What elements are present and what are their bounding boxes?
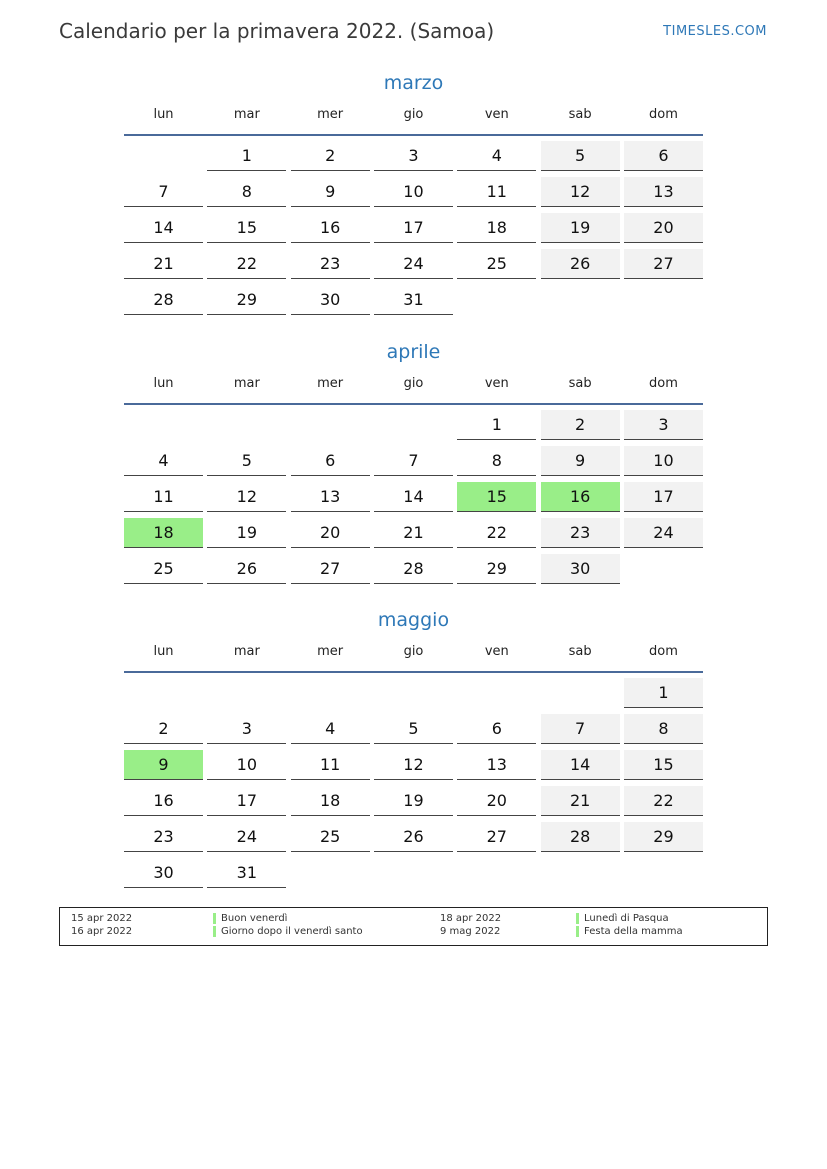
day-cell: 9 <box>291 177 370 207</box>
week-row <box>124 750 703 786</box>
day-cell: 21 <box>541 786 620 816</box>
day-cell: 26 <box>374 822 453 852</box>
day-cell: 7 <box>374 446 453 476</box>
day-cell: 23 <box>541 518 620 548</box>
weekday-label: gio <box>403 376 424 391</box>
holiday-marker <box>576 913 579 924</box>
month-title: marzo <box>383 72 444 94</box>
empty-cell <box>374 678 453 708</box>
day-cell: 25 <box>124 554 203 584</box>
day-cell: 17 <box>207 786 286 816</box>
day-cell: 12 <box>374 750 453 780</box>
week-row <box>124 678 703 714</box>
day-cell: 27 <box>457 822 536 852</box>
weekday-label: ven <box>484 644 509 659</box>
weekday-label: sab <box>568 376 592 391</box>
day-cell: 11 <box>457 177 536 207</box>
brand-link[interactable]: TIMESLES.COM <box>663 24 767 39</box>
day-cell: 16 <box>124 786 203 816</box>
day-cell: 15 <box>457 482 536 512</box>
day-cell: 20 <box>457 786 536 816</box>
day-cell: 29 <box>207 285 286 315</box>
day-cell: 31 <box>374 285 453 315</box>
day-cell: 14 <box>124 213 203 243</box>
week-row <box>124 714 703 750</box>
day-cell: 22 <box>457 518 536 548</box>
weekday-header <box>124 641 703 673</box>
empty-cell <box>541 858 620 888</box>
weekday-label: lun <box>153 107 174 122</box>
day-cell: 3 <box>624 410 703 440</box>
day-cell: 14 <box>541 750 620 780</box>
day-cell: 1 <box>457 410 536 440</box>
day-cell: 8 <box>457 446 536 476</box>
weekday-label: sab <box>568 644 592 659</box>
empty-cell <box>291 678 370 708</box>
day-cell: 2 <box>124 714 203 744</box>
week-row <box>124 410 703 446</box>
empty-cell <box>124 141 203 171</box>
day-cell: 17 <box>624 482 703 512</box>
empty-cell <box>624 858 703 888</box>
week-row <box>124 213 703 249</box>
weekday-label: mar <box>233 376 260 391</box>
week-row <box>124 141 703 177</box>
weekday-label: mer <box>317 107 344 122</box>
weekday-label: lun <box>153 644 174 659</box>
day-cell: 5 <box>374 714 453 744</box>
week-row <box>124 446 703 482</box>
weekday-label: ven <box>484 376 509 391</box>
weekday-label: dom <box>649 376 678 391</box>
day-cell: 18 <box>124 518 203 548</box>
day-cell: 15 <box>207 213 286 243</box>
week-row <box>124 822 703 858</box>
week-row <box>124 786 703 822</box>
day-cell: 1 <box>624 678 703 708</box>
day-cell: 19 <box>374 786 453 816</box>
legend-date: 15 apr 2022 <box>71 913 133 924</box>
day-cell: 6 <box>457 714 536 744</box>
day-cell: 30 <box>124 858 203 888</box>
day-cell: 11 <box>291 750 370 780</box>
day-cell: 9 <box>124 750 203 780</box>
day-cell: 22 <box>624 786 703 816</box>
week-row <box>124 518 703 554</box>
empty-cell <box>541 678 620 708</box>
empty-cell <box>291 858 370 888</box>
week-row <box>124 177 703 213</box>
empty-cell <box>624 554 703 584</box>
empty-cell <box>124 678 203 708</box>
legend-holiday-name: Buon venerdì <box>221 913 288 924</box>
day-cell: 25 <box>291 822 370 852</box>
day-cell: 23 <box>291 249 370 279</box>
weekday-label: mar <box>233 644 260 659</box>
month-title: maggio <box>377 609 450 631</box>
day-cell: 8 <box>624 714 703 744</box>
day-cell: 13 <box>624 177 703 207</box>
weekday-header <box>124 104 703 136</box>
day-cell: 24 <box>374 249 453 279</box>
holiday-marker <box>213 926 216 937</box>
day-cell: 26 <box>541 249 620 279</box>
weekday-label: gio <box>403 107 424 122</box>
legend-date: 9 mag 2022 <box>440 926 501 937</box>
weekday-label: dom <box>649 107 678 122</box>
day-cell: 29 <box>624 822 703 852</box>
day-cell: 25 <box>457 249 536 279</box>
holiday-marker <box>213 913 216 924</box>
empty-cell <box>124 410 203 440</box>
day-cell: 12 <box>207 482 286 512</box>
week-row <box>124 482 703 518</box>
day-cell: 8 <box>207 177 286 207</box>
day-cell: 30 <box>541 554 620 584</box>
empty-cell <box>374 410 453 440</box>
day-cell: 10 <box>207 750 286 780</box>
day-cell: 13 <box>457 750 536 780</box>
day-cell: 11 <box>124 482 203 512</box>
week-row <box>124 858 703 894</box>
day-cell: 26 <box>207 554 286 584</box>
day-cell: 6 <box>291 446 370 476</box>
day-cell: 15 <box>624 750 703 780</box>
weekday-label: sab <box>568 107 592 122</box>
day-cell: 4 <box>291 714 370 744</box>
empty-cell <box>624 285 703 315</box>
day-cell: 18 <box>457 213 536 243</box>
month-may <box>124 605 703 894</box>
day-cell: 19 <box>207 518 286 548</box>
day-cell: 24 <box>624 518 703 548</box>
day-cell: 1 <box>207 141 286 171</box>
empty-cell <box>207 678 286 708</box>
weekday-label: ven <box>484 107 509 122</box>
holiday-marker <box>576 926 579 937</box>
day-cell: 28 <box>374 554 453 584</box>
day-grid <box>124 141 703 321</box>
empty-cell <box>457 285 536 315</box>
day-cell: 5 <box>207 446 286 476</box>
legend-holiday-name: Giorno dopo il venerdì santo <box>221 926 363 937</box>
week-row <box>124 285 703 321</box>
day-cell: 28 <box>124 285 203 315</box>
day-cell: 5 <box>541 141 620 171</box>
day-cell: 19 <box>541 213 620 243</box>
legend-holiday-name: Lunedì di Pasqua <box>584 913 669 924</box>
day-cell: 4 <box>124 446 203 476</box>
empty-cell <box>457 858 536 888</box>
day-cell: 2 <box>291 141 370 171</box>
day-cell: 29 <box>457 554 536 584</box>
week-row <box>124 249 703 285</box>
day-cell: 27 <box>291 554 370 584</box>
day-cell: 13 <box>291 482 370 512</box>
weekday-label: mar <box>233 107 260 122</box>
empty-cell <box>207 410 286 440</box>
month-march <box>124 68 703 321</box>
week-row <box>124 554 703 590</box>
day-cell: 2 <box>541 410 620 440</box>
day-cell: 10 <box>624 446 703 476</box>
day-grid <box>124 678 703 894</box>
day-cell: 30 <box>291 285 370 315</box>
weekday-header <box>124 373 703 405</box>
day-cell: 23 <box>124 822 203 852</box>
day-cell: 20 <box>291 518 370 548</box>
day-cell: 21 <box>124 249 203 279</box>
day-cell: 3 <box>207 714 286 744</box>
day-cell: 4 <box>457 141 536 171</box>
day-cell: 20 <box>624 213 703 243</box>
holiday-legend <box>59 907 768 946</box>
empty-cell <box>541 285 620 315</box>
legend-holiday-name: Festa della mamma <box>584 926 683 937</box>
weekday-label: mer <box>317 644 344 659</box>
legend-date: 18 apr 2022 <box>440 913 502 924</box>
day-cell: 12 <box>541 177 620 207</box>
empty-cell <box>374 858 453 888</box>
day-cell: 16 <box>291 213 370 243</box>
day-cell: 6 <box>624 141 703 171</box>
page-title: Calendario per la primavera 2022. (Samoa) <box>59 19 495 43</box>
day-cell: 9 <box>541 446 620 476</box>
empty-cell <box>291 410 370 440</box>
day-cell: 3 <box>374 141 453 171</box>
day-cell: 17 <box>374 213 453 243</box>
day-cell: 27 <box>624 249 703 279</box>
month-april <box>124 337 703 590</box>
day-cell: 14 <box>374 482 453 512</box>
day-cell: 31 <box>207 858 286 888</box>
day-cell: 22 <box>207 249 286 279</box>
day-cell: 7 <box>124 177 203 207</box>
day-cell: 16 <box>541 482 620 512</box>
day-cell: 18 <box>291 786 370 816</box>
day-cell: 21 <box>374 518 453 548</box>
weekday-label: mer <box>317 376 344 391</box>
day-cell: 28 <box>541 822 620 852</box>
weekday-label: dom <box>649 644 678 659</box>
empty-cell <box>457 678 536 708</box>
weekday-label: lun <box>153 376 174 391</box>
day-cell: 10 <box>374 177 453 207</box>
day-grid <box>124 410 703 590</box>
day-cell: 7 <box>541 714 620 744</box>
legend-date: 16 apr 2022 <box>71 926 133 937</box>
day-cell: 24 <box>207 822 286 852</box>
month-title: aprile <box>386 341 441 363</box>
weekday-label: gio <box>403 644 424 659</box>
